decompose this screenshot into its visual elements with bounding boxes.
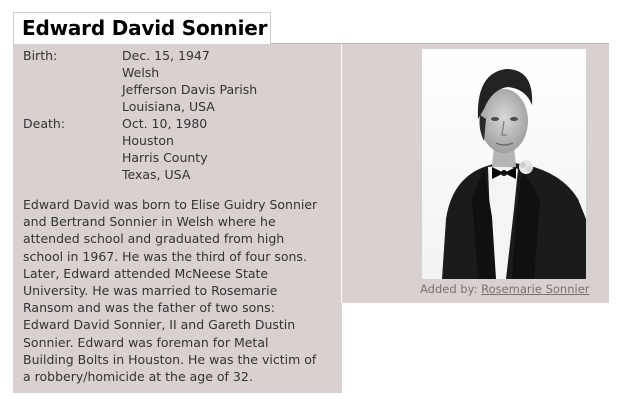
bio-line: a robbery/homicide at the age of 32. <box>23 369 253 385</box>
added-by-label: Added by: <box>420 282 478 296</box>
bio-line: school in 1967. He was the third of four sons. <box>23 248 307 264</box>
bio-line: Ransom and was the father of two sons: <box>23 300 275 316</box>
vital-facts <box>23 47 257 183</box>
death-state-country: Texas, USA <box>122 167 191 182</box>
death-county: Harris County <box>122 150 208 165</box>
memorial-name: Edward David Sonnier <box>22 16 268 40</box>
bio-line: Edward David Sonnier, II and Gareth Dustin <box>23 317 296 333</box>
birth-values <box>122 47 257 115</box>
bio-line: Sonnier. Edward was foreman for Metal <box>23 334 269 350</box>
photo-caption <box>420 282 590 296</box>
birth-row <box>23 47 257 115</box>
death-date: Oct. 10, 1980 <box>122 116 208 131</box>
death-label: Death: <box>23 116 66 131</box>
death-values <box>122 115 208 183</box>
death-row <box>23 115 257 183</box>
bio-line: Later, Edward attended McNeese State <box>23 265 269 281</box>
bio-line: and Bertrand Sonnier in Welsh where he <box>23 214 276 230</box>
added-by-link[interactable]: Rosemarie Sonnier <box>481 282 590 296</box>
birth-city: Welsh <box>122 65 160 80</box>
birth-label: Birth: <box>23 48 58 63</box>
bio-line: Edward David was born to Elise Guidry Sonnier <box>23 197 318 212</box>
panel-top-border <box>271 43 609 44</box>
panel-divider <box>341 44 342 303</box>
bio-line: Building Bolts in Houston. He was the victim of <box>23 351 317 367</box>
bio-line: attended school and graduated from high <box>23 231 285 247</box>
birth-state-country: Louisiana, USA <box>122 99 215 114</box>
bio-line: University. He was married to Rosemarie <box>23 283 278 299</box>
death-city: Houston <box>122 133 174 148</box>
birth-parish: Jefferson Davis Parish <box>122 82 258 97</box>
biography <box>23 196 341 385</box>
memorial-photo[interactable] <box>422 49 586 279</box>
birth-date: Dec. 15, 1947 <box>122 48 210 63</box>
name-tab <box>13 12 271 44</box>
portrait-image <box>422 49 586 279</box>
